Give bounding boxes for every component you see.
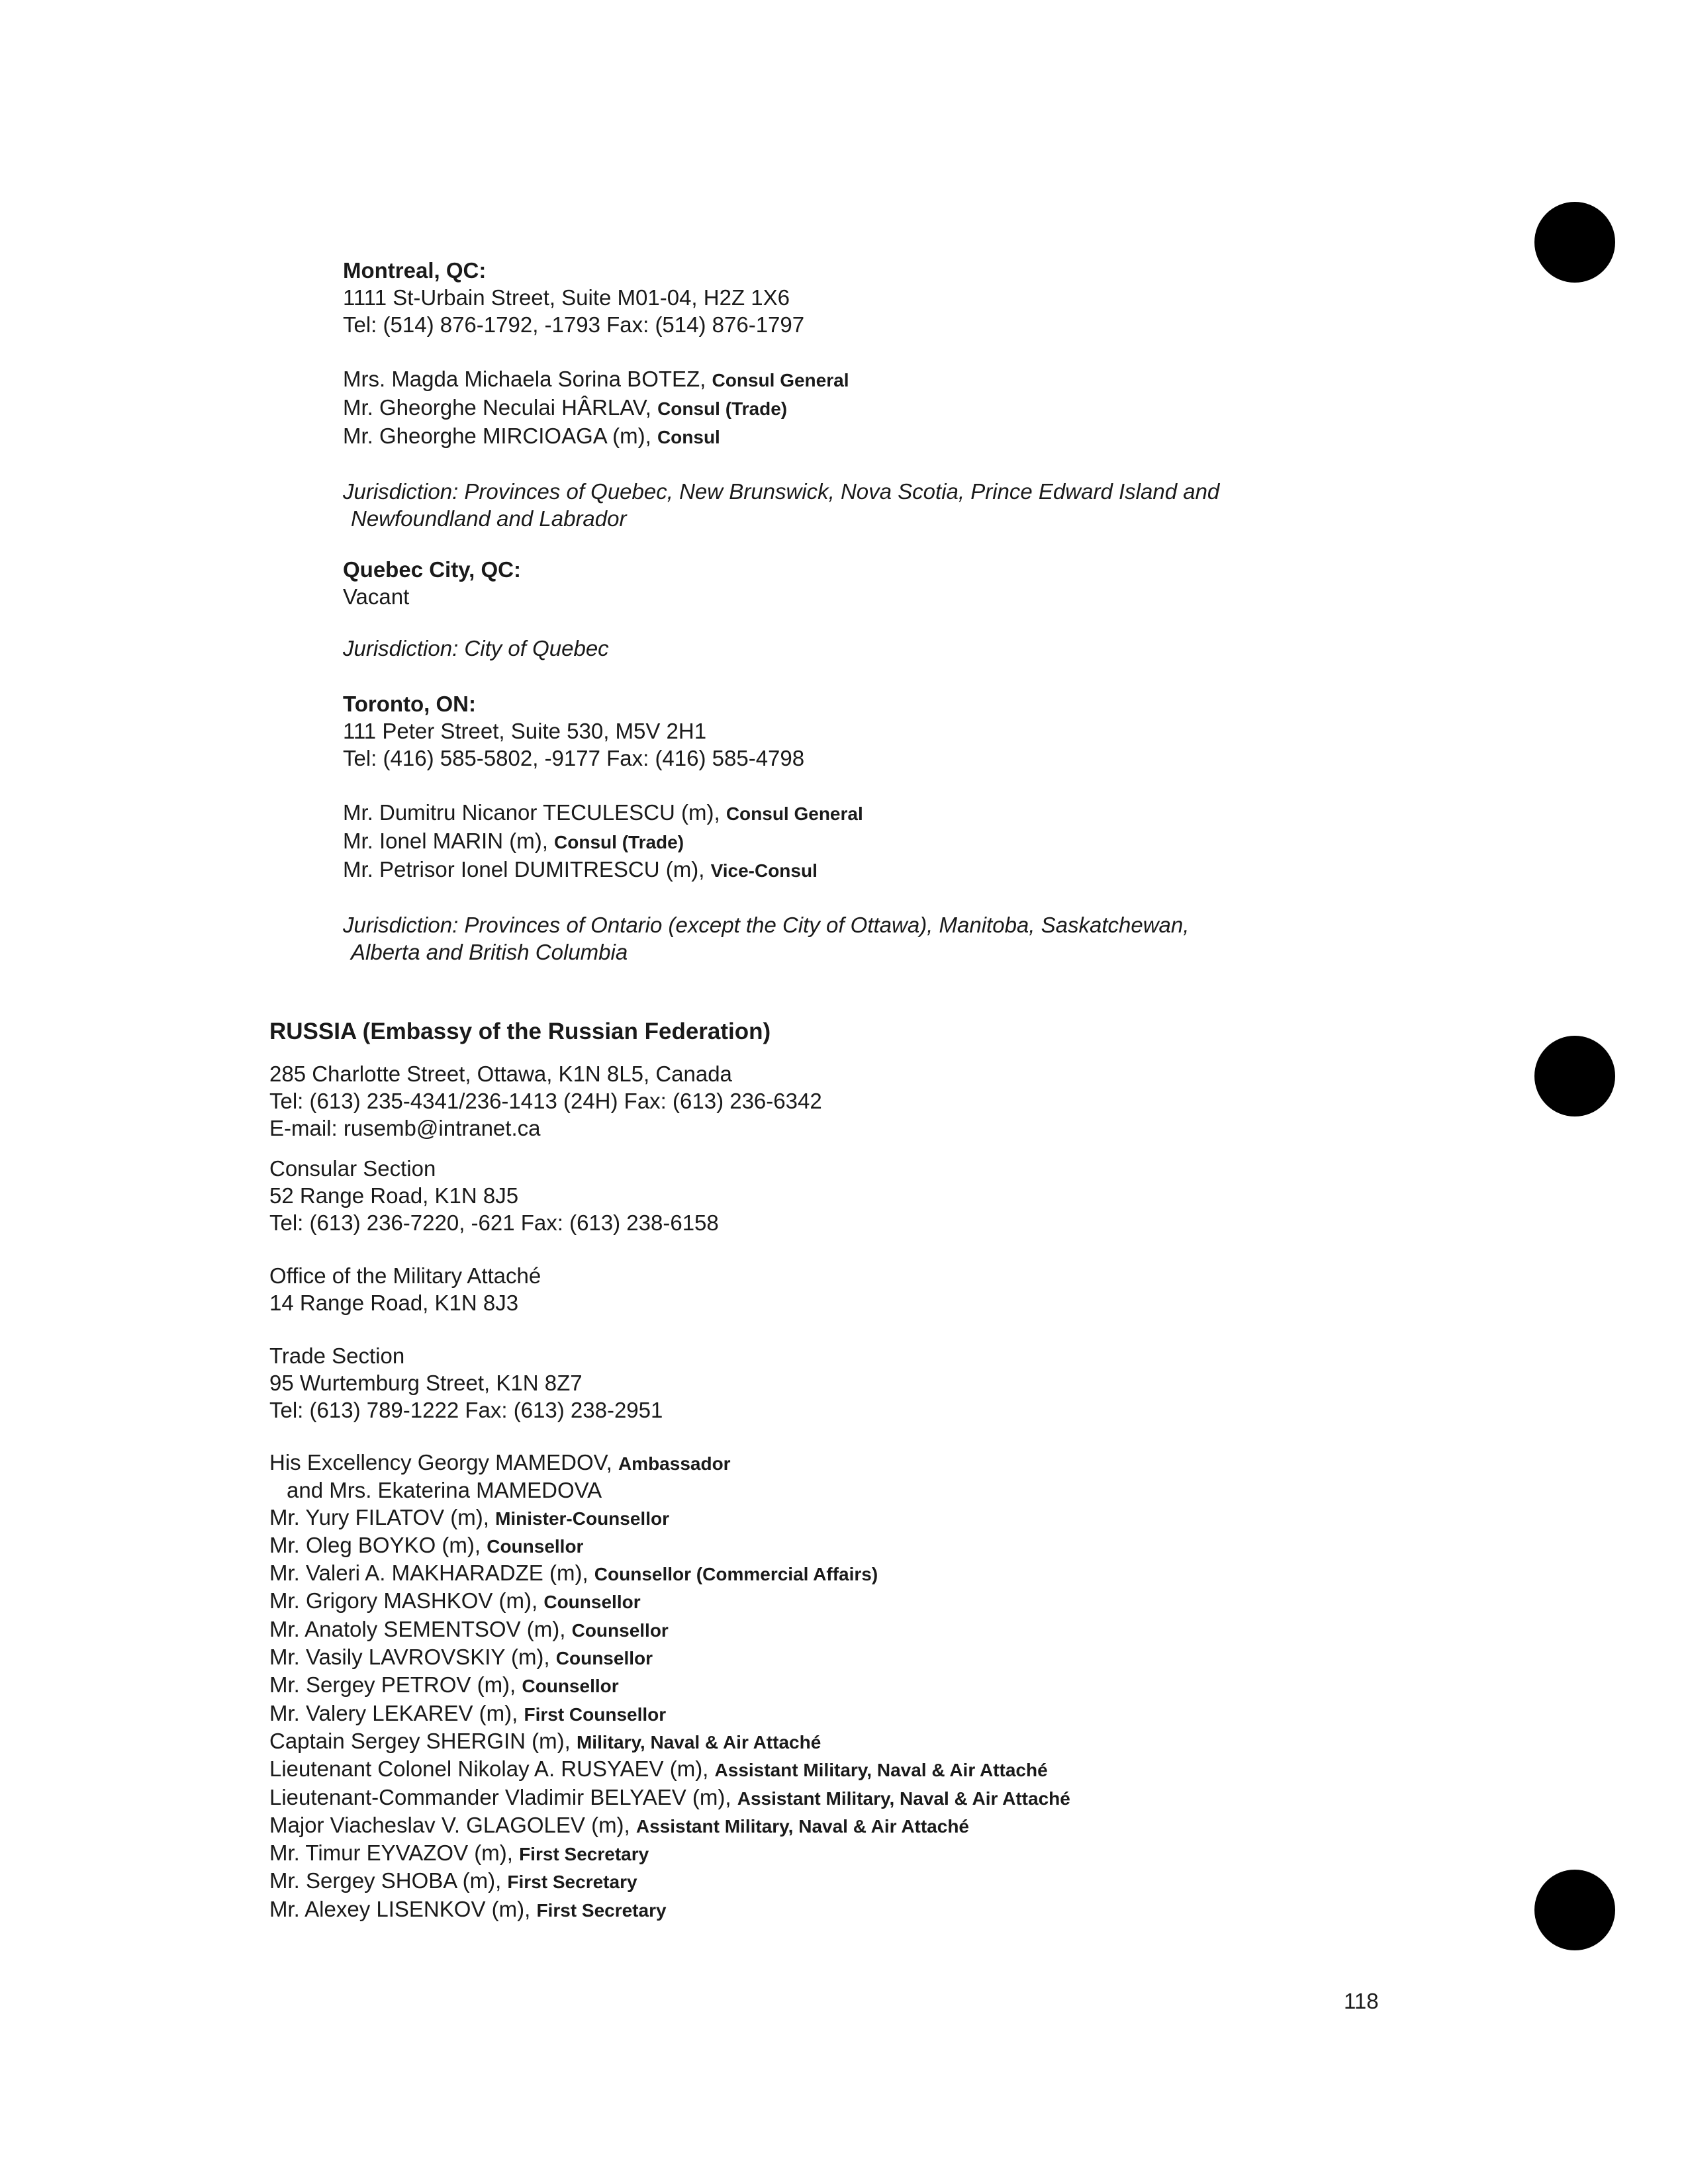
country-heading: RUSSIA (Embassy of the Russian Federation)	[269, 1019, 771, 1044]
phone-fax: Tel: (613) 235-4341/236-1413 (24H) Fax: (613) 236-6342	[269, 1089, 822, 1113]
phone-fax: Tel: (613) 236-7220, -621 Fax: (613) 238-6158	[269, 1210, 719, 1235]
jurisdiction: Jurisdiction: Provinces of Quebec, New Brunswick, Nova Scotia, Prince Edward Island and	[343, 479, 1220, 504]
consular-section	[269, 1155, 719, 1236]
staff-entry: Mr. Timur EYVAZOV (m), First Secretary	[269, 1841, 649, 1866]
staff-entry: Mr. Sergey SHOBA (m), First Secretary	[269, 1868, 637, 1893]
section-title: Consular Section	[269, 1156, 436, 1181]
binder-hole-top	[1534, 202, 1615, 283]
section-title: Trade Section	[269, 1343, 405, 1368]
spouse-entry: and Mrs. Ekaterina MAMEDOVA	[287, 1478, 602, 1503]
staff-entry: Mr. Alexey LISENKOV (m), First Secretary	[269, 1896, 667, 1921]
staff-entry: Mr. Yury FILATOV (m), Minister-Counsellor	[269, 1504, 669, 1529]
staff-entry: Mr. Valery LEKAREV (m), First Counsellor	[269, 1700, 667, 1725]
embassy-staff-list	[269, 1449, 1070, 1924]
staff-entry: Mr. Dumitru Nicanor TECULESCU (m), Consul General	[343, 800, 863, 825]
phone-fax: Tel: (514) 876-1792, -1793 Fax: (514) 876-1797	[343, 312, 805, 337]
staff-entry: Captain Sergey SHERGIN (m), Military, Naval & Air Attaché	[269, 1728, 821, 1753]
phone-fax: Tel: (613) 789-1222 Fax: (613) 238-2951	[269, 1398, 663, 1422]
address: 14 Range Road, K1N 8J3	[269, 1291, 519, 1315]
jurisdiction: Jurisdiction: City of Quebec	[343, 636, 609, 660]
staff-entry: Mr. Oleg BOYKO (m), Counsellor	[269, 1532, 584, 1557]
city-heading: Quebec City, QC:	[343, 557, 521, 582]
staff-entry: Mr. Gheorghe Neculai HÂRLAV, Consul (Trade)	[343, 395, 788, 420]
staff-entry: Mr. Grigory MASHKOV (m), Counsellor	[269, 1588, 641, 1614]
staff-entry: Mr. Vasily LAVROVSKIY (m), Counsellor	[269, 1645, 653, 1670]
consulate-toronto	[343, 690, 1189, 966]
consulate-quebec-city	[343, 556, 609, 662]
status: Vacant	[343, 584, 410, 609]
jurisdiction-continued: Newfoundland and Labrador	[351, 506, 627, 531]
page-number: 118	[1344, 1989, 1379, 2013]
address: 111 Peter Street, Suite 530, M5V 2H1	[343, 719, 707, 743]
staff-entry: Major Viacheslav V. GLAGOLEV (m), Assistant Military, Naval & Air Attaché	[269, 1812, 970, 1837]
staff-entry: Lieutenant Colonel Nikolay A. RUSYAEV (m), Assistant Military, Naval & Air Attaché	[269, 1756, 1048, 1782]
address: 95 Wurtemburg Street, K1N 8Z7	[269, 1371, 583, 1395]
trade-section	[269, 1342, 663, 1424]
staff-entry: His Excellency Georgy MAMEDOV, Ambassador	[269, 1450, 731, 1475]
jurisdiction-continued: Alberta and British Columbia	[351, 940, 628, 964]
staff-entry: Mr. Ionel MARIN (m), Consul (Trade)	[343, 829, 684, 853]
address: 285 Charlotte Street, Ottawa, K1N 8L5, Canada	[269, 1062, 732, 1086]
email: E-mail: rusemb@intranet.ca	[269, 1116, 541, 1140]
address: 52 Range Road, K1N 8J5	[269, 1183, 519, 1208]
binder-hole-bottom	[1534, 1870, 1615, 1950]
city-heading: Montreal, QC:	[343, 258, 487, 283]
consulate-montreal	[343, 257, 1219, 532]
staff-entry: Mr. Anatoly SEMENTSOV (m), Counsellor	[269, 1616, 669, 1641]
staff-entry: Mr. Petrisor Ionel DUMITRESCU (m), Vice-Consul	[343, 857, 818, 882]
embassy-address	[269, 1060, 822, 1142]
jurisdiction: Jurisdiction: Provinces of Ontario (except the City of Ottawa), Manitoba, Saskatchewan,	[343, 913, 1190, 937]
staff-entry: Mr. Sergey PETROV (m), Counsellor	[269, 1672, 619, 1698]
staff-entry: Mrs. Magda Michaela Sorina BOTEZ, Consul General	[343, 367, 849, 391]
section-title: Office of the Military Attaché	[269, 1263, 541, 1288]
staff-entry: Mr. Gheorghe MIRCIOAGA (m), Consul	[343, 424, 720, 448]
phone-fax: Tel: (416) 585-5802, -9177 Fax: (416) 585-4798	[343, 746, 805, 770]
military-attache-office	[269, 1262, 541, 1316]
staff-entry: Mr. Valeri A. MAKHARADZE (m), Counsellor (Commercial Affairs)	[269, 1561, 878, 1586]
city-heading: Toronto, ON:	[343, 692, 476, 716]
address: 1111 St-Urbain Street, Suite M01-04, H2Z 1X6	[343, 285, 790, 310]
binder-hole-middle	[1534, 1036, 1615, 1116]
staff-entry: Lieutenant-Commander Vladimir BELYAEV (m), Assistant Military, Naval & Air Attaché	[269, 1784, 1070, 1809]
